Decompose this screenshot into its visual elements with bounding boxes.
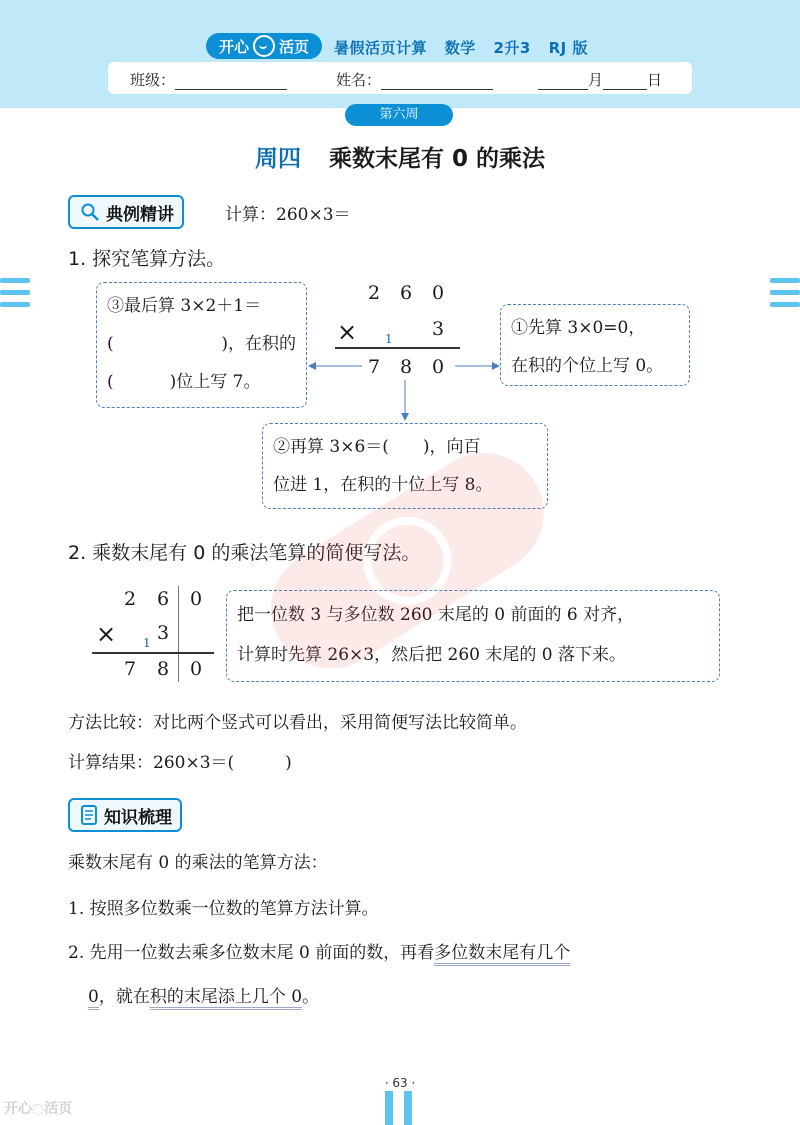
knowledge-item-2-line2: 0，就在积的末尾添上几个 0。: [88, 982, 319, 1007]
hint-box-step1: ①先算 3×0=0， 在积的个位上写 0。: [500, 304, 690, 386]
book-title: 暑假活页计算: [334, 39, 428, 57]
method-compare: 方法比较：对比两个竖式可以看出，采用简便写法比较简单。: [68, 713, 527, 733]
date-field[interactable]: 月 日: [538, 69, 662, 90]
step1-heading: 1. 探究笔算方法。: [68, 248, 226, 270]
footer-bar: [404, 1091, 412, 1125]
example-section-tag: 典例精讲: [68, 195, 184, 229]
name-field[interactable]: 姓名：: [336, 69, 493, 90]
knowledge-section-tag: 知识梳理: [68, 798, 182, 832]
corner-logo: 开心◌活页: [4, 1101, 73, 1117]
calc-result[interactable]: 计算结果：260×3＝( ): [68, 753, 292, 773]
subject: 数学: [444, 39, 476, 57]
knowledge-item-2-line1: 2. 先用一位数去乘多位数末尾 0 前面的数，再看多位数末尾有几个: [68, 938, 570, 963]
page-number: · 63 ·: [384, 1076, 416, 1090]
brand-logo: 开心 活页: [206, 33, 322, 59]
hint-box-step3: ③最后算 3×2＋1＝ ( )，在积的 ( )位上写 7。: [96, 282, 307, 408]
hint-box-step2: ②再算 3×6＝( )，向百 位进 1，在积的十位上写 8。: [262, 423, 548, 509]
notebook-icon: [80, 805, 98, 825]
week-tag: 第六周: [345, 104, 453, 126]
step2-heading: 2. 乘数末尾有 0 的乘法笔算的简便写法。: [68, 542, 421, 564]
edition: RJ 版: [548, 39, 588, 57]
example-prompt: 计算：260×3＝: [225, 205, 351, 225]
knowledge-item-1: 1. 按照多位数乘一位数的笔算方法计算。: [68, 899, 379, 919]
note-box-shortcut: 把一位数 3 与多位数 260 末尾的 0 前面的 6 对齐， 计算时先算 26×3，然后把 260 末尾的 0 落下来。: [226, 590, 720, 682]
class-field[interactable]: 班级：: [130, 69, 287, 90]
footer-bar: [385, 1091, 393, 1125]
page-title: 周四 乘数末尾有 0 的乘法: [254, 146, 546, 172]
grade: 2升3: [493, 39, 531, 57]
knowledge-intro: 乘数末尾有 0 的乘法的笔算方法：: [68, 853, 328, 873]
